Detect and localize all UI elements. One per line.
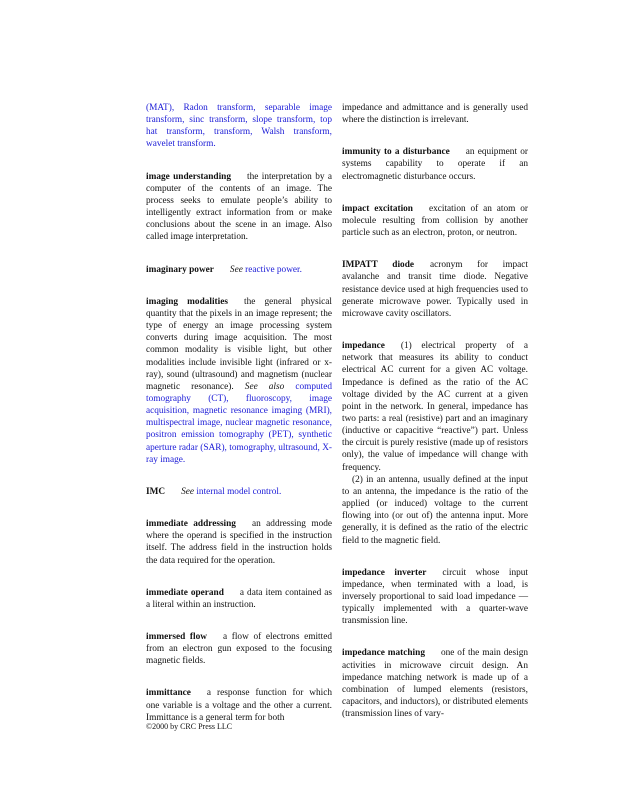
entry-definition: impedance and admittance and is generally used where the distinction is irrelevant. [342, 103, 528, 126]
cross-reference-link[interactable]: (MAT), Radon transform, separable image transform, sinc transform, slope transform, top hat transform, transform, Walsh transform, wavelet transform. [146, 103, 332, 150]
entry-immediate-operand [146, 587, 332, 611]
entry-impact-excitation [342, 203, 528, 239]
cross-reference-link[interactable]: computed tomography (CT), fluoroscopy, image acquisition, magnetic resonance imaging (MRI), multispectral image, nuclear magnetic resonance, positron emission tomography (PET), synthetic aperture radar (SAR), tomography, ultrasound, X-ray image. [146, 381, 332, 465]
entry-term: impedance [342, 341, 385, 352]
cross-reference-link[interactable]: internal model control. [196, 486, 282, 497]
entry-impatt-diode [342, 259, 528, 320]
entry-definition: a response function for which one variable is a voltage and the other a current. Immittance is a general term for both [146, 688, 332, 723]
entry-transform-continuation [146, 102, 332, 151]
entry-definition: a flow of electrons emitted from an electron gun exposed to the focusing magnetic fields. [146, 632, 332, 667]
entry-imaginary-power [146, 264, 332, 276]
entry-term: immediate addressing [146, 519, 236, 530]
entry-definition: the interpretation by a computer of the contents of an image. The process seeks to emulate people’s ability to intelligently extract information from or make conclusions about the scene in an image. Also called image interpretation. [146, 171, 332, 243]
entry-immunity-to-a-disturbance [342, 146, 528, 182]
entry-definition: an addressing mode where the operand is specified in the instruction itself. The address field in the instruction holds the data required for the operation. [146, 519, 333, 566]
entry-definition-part-2: (2) in an antenna, usually defined at the input to an antenna, the impedance is the ratio of the applied (or induced) voltage to the current flowing into (or out of) the antenna input. More generally, it is defined as the ratio of the electric field to the magnetic field. [342, 474, 528, 546]
entry-term: impact excitation [342, 203, 413, 214]
see-also-label: See also [244, 381, 285, 392]
entry-definition: one of the main design activities in microwave circuit design. An impedance matching network is made up of a combination of lumped elements (resistors, capacitors, and inductors), or distributed elements (transmission lines of vary- [342, 648, 528, 720]
entry-definition: an equipment or systems capability to operate if an electromagnetic disturbance occurs. [342, 147, 528, 182]
entry-term: IMPATT diode [342, 260, 414, 271]
entry-term: IMC [146, 486, 166, 497]
entry-immersed-flow [146, 631, 332, 667]
left-column [146, 102, 332, 744]
entry-definition: circuit whose input impedance, when terminated with a load, is inversely proportional to said load impedance — typically implemented with a quarter-wave transmission line. [342, 567, 528, 627]
entry-term: immediate operand [146, 587, 224, 598]
entry-definition: acronym for impact avalanche and transit time diode. Negative resistance device used at high frequencies used to generate microwave power. Typically used in microwave cavity oscillators. [342, 260, 528, 319]
entry-impedance-inverter [342, 567, 528, 628]
entry-term: immunity to a disturbance [342, 147, 450, 158]
entry-definition: a data item contained as a literal within an instruction. [146, 587, 332, 610]
entry-term: impedance inverter [342, 567, 427, 578]
entry-term: immittance [146, 688, 191, 699]
entry-term: imaging modalities [146, 296, 228, 307]
entry-term: image understanding [146, 171, 231, 182]
entry-term: immersed flow [146, 632, 207, 642]
entry-impedance [342, 340, 528, 547]
entry-definition: (1) electrical property of a network that measures its ability to conduct electrical AC current for a given AC voltage. Impedance is defined as the ratio of the AC voltage divided by the AC current at a given point in the network. In general, impedance has two parts: a real (resistive) part and an imaginary (inductive or capacitive “reactive”) part. Unless the circuit is purely resistive (made up of resistors only), the value of impedance will change with frequency. [342, 341, 528, 473]
entry-immittance-continuation [342, 102, 528, 126]
see-label: See [181, 486, 195, 497]
entry-term: imaginary power [146, 264, 214, 275]
right-column [342, 102, 528, 740]
entry-imaging-modalities [146, 296, 332, 466]
copyright-footer: ©2000 by CRC Press LLC [146, 722, 233, 731]
entry-definition: excitation of an atom or molecule resulting from collision by another particle such as an electron, proton, or neutron. [342, 203, 529, 239]
entry-immittance [146, 687, 332, 723]
entry-impedance-matching [342, 647, 528, 720]
entry-definition: the general physical quantity that the pixels in an image represent; the type of energy an image processing system converts during image acquisition. The most common modality is visible light, but other modalities include invisible light (infrared or x-ray), sound (ultrasound) and magnetism (nuclear magnetic resonance). [146, 296, 333, 392]
entry-image-understanding [146, 171, 332, 244]
cross-reference-link[interactable]: reactive power. [245, 264, 302, 275]
entry-immediate-addressing [146, 518, 332, 567]
entry-imc [146, 486, 332, 498]
entry-term: impedance matching [342, 648, 425, 659]
see-label: See [229, 264, 243, 275]
